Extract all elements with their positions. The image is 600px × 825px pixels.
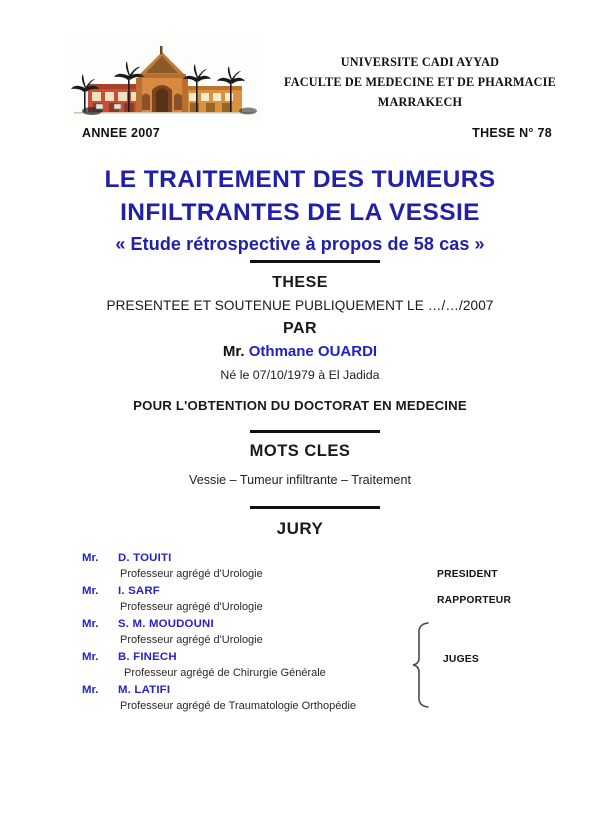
jury-member-grade: Professeur agrégé d'Urologie: [120, 568, 263, 580]
jury-member-name: D. TOUITI: [118, 552, 172, 564]
title-line-1: LE TRAITEMENT DES TUMEURS: [104, 166, 496, 193]
faculty-name: FACULTE DE MEDECINE ET DE PHARMACIE: [284, 75, 556, 89]
jury-heading: JURY: [276, 519, 324, 538]
par-heading: PAR: [282, 320, 318, 337]
faculty-building-logo: [66, 38, 262, 126]
jury-member-name: M. LATIFI: [118, 684, 171, 696]
page-title: [0, 163, 600, 259]
jury-member-name: S. M. MOUDOUNI: [118, 618, 214, 630]
presentation-line: PRESENTEE ET SOUTENUE PUBLIQUEMENT LE …/…/2007: [106, 298, 494, 313]
divider-3: [250, 506, 380, 509]
jury-member-name: I. SARF: [118, 585, 160, 597]
jury-member-prefix: Mr.: [82, 585, 99, 597]
role-rapporteur: RAPPORTEUR: [437, 595, 512, 606]
university-header: [275, 52, 565, 112]
keywords-value: Vessie – Tumeur infiltrante – Traitement: [189, 473, 411, 487]
jury-member-grade: Professeur agrégé d'Urologie: [120, 634, 263, 646]
title-line-2: INFILTRANTES DE LA VESSIE: [120, 199, 480, 226]
building-illustration-icon: [66, 38, 262, 126]
keywords-heading: MOTS CLES: [249, 442, 351, 460]
thesis-number-label: THESE N° 78: [472, 126, 552, 140]
jury-member-prefix: Mr.: [82, 552, 99, 564]
curly-brace-icon: [412, 620, 532, 710]
divider-2: [250, 430, 380, 433]
city-name: MARRAKECH: [377, 95, 463, 109]
divider-1: [250, 260, 380, 263]
jury-member-grade: Professeur agrégé de Chirurgie Générale: [124, 667, 326, 679]
these-heading: THESE: [272, 274, 328, 291]
candidate-line: [0, 343, 600, 360]
juges-brace: [412, 620, 532, 710]
jury-member-prefix: Mr.: [82, 651, 99, 663]
university-name: UNIVERSITE CADI AYYAD: [340, 55, 500, 69]
candidate-prefix: Mr.: [222, 343, 245, 360]
birth-line: Né le 07/10/1979 à El Jadida: [220, 368, 380, 382]
role-juges: JUGES: [443, 654, 479, 665]
page-subtitle: « Etude rétrospective à propos de 58 cas »: [115, 234, 485, 254]
degree-line: POUR L'OBTENTION DU DOCTORAT EN MEDECINE: [133, 398, 467, 413]
year-label: ANNEE 2007: [82, 126, 161, 140]
jury-member-name: B. FINECH: [118, 651, 177, 663]
role-president: PRESIDENT: [437, 569, 498, 580]
jury-member-grade: Professeur agrégé de Traumatologie Orthopédie: [120, 700, 357, 712]
jury-member-prefix: Mr.: [82, 618, 99, 630]
jury-member-grade: Professeur agrégé d'Urologie: [120, 601, 263, 613]
candidate-name: Othmane OUARDI: [248, 343, 378, 360]
jury-member-prefix: Mr.: [82, 684, 99, 696]
